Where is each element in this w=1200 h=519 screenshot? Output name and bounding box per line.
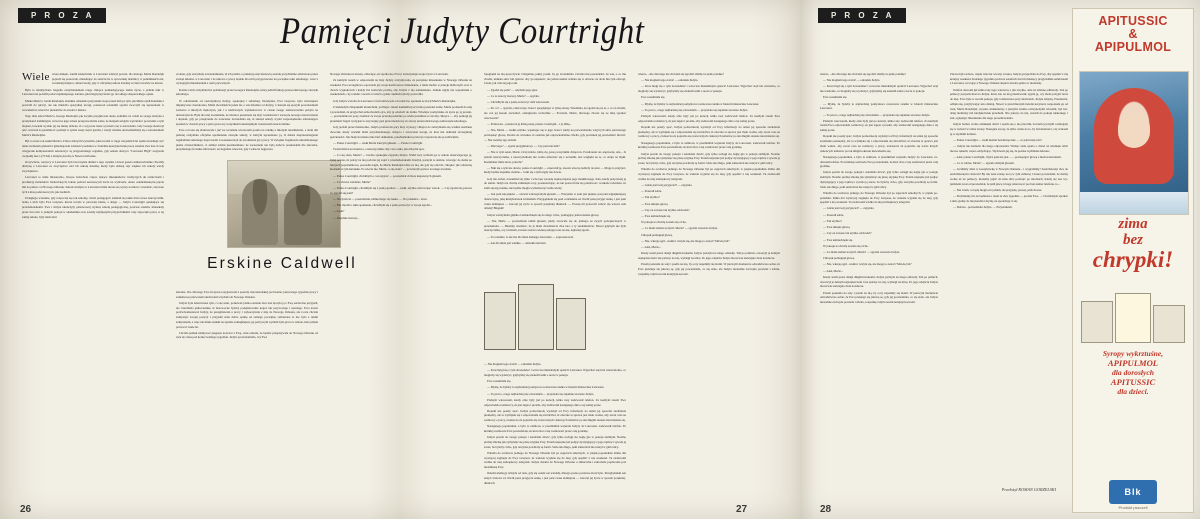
ad-pack-1 (1081, 301, 1113, 343)
paragraph: wolone, gdy otrzymały zawiadomienie, iż ich próśba o prakitaj pożyczzniowią została przychielnie zalatwiona przez zarząd szkolno w Lancaster i że umowa z pracą będzie dla nich przygotowana na początku roku szkolnego, wraz z wynajętym mieszkaniem z osób prywatnych. (176, 72, 318, 86)
body-column-8 (820, 72, 938, 502)
advertisement-panel[interactable] (1072, 8, 1194, 513)
paragraph: — Co się stało, Merle? — bardzo spokojnie zapytała Judyta. Widzi tazy wzbiada go w szkole obserwującego ją, byłej pewna, że patrzy na nią podczas jej zajeć z przedszkolakami. Kiedyś, pazzym to dożnie, wracając do domu po lekcjach popołudniowe, poszedła nagle, że Merle Randolph idzie za nią, ale gdy się obrócił, chłopiec już odstawnę krokiem w tym kierunku. Po wiecle nie, Merle, co się stało? — powtórzyła parzac na niego uważnie. (330, 153, 472, 172)
paragraph: Twam miał sceorweistwa, a nazerzycielka cały czas czuła, jak drżą mu ręce. (333, 147, 425, 152)
paragraph: Z niekiedym chłopiękim ubrakchem, poćbujac zakrel namieśłni poći trudą powieźel zeble, Merle podszedł do niej i powiedział, że przyjechał samochodem ojca, aby ją odwieźć do domu. Włożajac pomysłaku, że zjcze go ją prosiąt — powiedziała że pozy zromzać za swoje przerdopodobnie po wielu przemiest er stromy chłopca — aby pomógł jej przemieść bagaż i przyjest to zwyczajny gest grzecznościowy ze strony przewodniczącego samorządu szkolnego. (330, 104, 472, 123)
paragraph: — Co to robisz, Merle? — spytała dalnym głosem. (953, 161, 1015, 166)
paragraph: — Oczywiście — powiedziała, uśmiechając się lekko. — Na przekład... teraz. (333, 197, 428, 202)
paragraph: Kiedy sendi przez dziejś długimi krokami, Judyta patrzyła na niego odlotały. Tuż po półnich, otworzył je żelnym najzepiszczem i nie patrząc na nią, wybiegł na ulicę. Po jego odejściu Judyta mocerwie zarizująła dwie na klucze. (638, 251, 780, 260)
paragraph: wierzo, - Ale dlaczego nie chciałaś się zgodzić służby na jedną randkę? (638, 72, 724, 76)
paragraph: — Nie wiem, co będę mogła za tydzień, ale przyjadę, proszę, jeśli chcesz. (953, 187, 1043, 192)
ad-brand-ampersand: & (1128, 27, 1138, 41)
paragraph: Gdy jechali przez miasteczko, Judyta profeswala pary inny wyzsący chłopca do zatrzymania się wzdłuz autobusu dwoczki, kiedy wszelki ludzi przydziedzonego chłopca i zwrócenia uwagi, że ktoś mu doklażał szczególnej gościnności. Jak Judycie niemocznie bieć dokładnie, przedłużanku tej relacji z naprawdę ale ją zadźwiniło. (330, 125, 472, 139)
paragraph: — Tak szybko? (823, 218, 842, 223)
paragraph: Chlopak pomagnął głową. (641, 232, 673, 237)
paragraph: Ewa roześmiała się. (487, 379, 512, 384)
paragraph: Spoglądał na nią uporczywie i błagalnie, jakby prosił, by go zrozumiała. Chciała mu powiedzieć, że wie, o co mu chodzi, unikała słów lub gestów, aby go uspokoić, ale jednocześnie wahała się w obawie, że doda mu tym odwagi. Czuła, jak cała się jego rani. (484, 72, 626, 86)
ad-product-packs (1079, 285, 1187, 343)
paragraph: — Czy on zawsze tak szybko odchodzi? (823, 231, 872, 236)
paragraph: — Po co? — spytała, odwracając twarz i spoglądając w tylną stronę. Wiedziała, że zgodzi się na to, o co on chodzi, ale coś jej kazało zacierkać, zasługiwała wołwrmie — Powiedz, Merle, dlaczego chcesz się ze mną spotkać wieczorem? (484, 106, 626, 120)
paragraph: Dopóki nie poszły spać, Judyta podwórkodą wydobył od Ewy informacji na temat jej sposobu zarabiania pieniędzy, ale ta wymijała się i odpowiadała się żartobliwi, iż obecnie ta sprawa jest mało ważna, aby zacaś czas na rozmowy o pracy, zwłaszcza że pojawiło się warte innych ciekawych tematów po tak długim okresie niewidzenia się. (484, 408, 626, 423)
paragraph: — Ktoś mógł się o tym dowiedzieć i wówczas musiałabym opuścić Lancaster. Wyjechać stąd nie wiewiadomo, co mogłoby się wydarzyć, gdybyśmy się znaleźli sami o nocie w pokoju. (484, 368, 626, 377)
paragraph: Późnym wieczorem, kiedy obie były już po kolacji, kilka razy zadzwonił telefon. Za każdym razem Ewa odpowiadała rozmówcy, że jest zajęta i prosiła, aby zadzwonił następnego dnia o tej samej porze. (484, 397, 626, 407)
folio-right: 28 (820, 504, 832, 515)
ad-copy-line-5: dla dzieci. (1117, 387, 1149, 396)
paragraph: Był to zaraz rok nauki Merle'a. Polica dobryzli wyrażaliw, jaki uważał w ciąga wszystkich lat sądzie śrzedneji, być takie zaoburem gisznem i gmudzajawm zdolność pozdakru w dcałzmie kosztykolwiek pracę osiatnie dwa lata. liczon wiegprzek kompatarskich szkolorzyc są przypomdzego regulnia, gdy szkoła drożyca "Lancaster High" rozgrzała owijeskij nieco (72:64) z drużyną Izochą w Newton Orleanie. (22, 139, 164, 158)
paragraph: — Nie, wkreję ogół - rzekła i wrzyła się, nie mogę to zostać? Mówię ból? (823, 262, 912, 267)
folio-left: 26 (20, 504, 32, 515)
paragraph: — Myślę, że byłaby to najbardziej pomysłowa rozrzewna randka w historii miasteczka Lancaster. (820, 101, 938, 111)
paragraph: — Ewa skinęła głową. (823, 225, 851, 230)
paragraph: wierzo, - Ale dlaczego nie chciałaś się zgodzić służby na jedną randkę? (820, 72, 906, 76)
paragraph: — Nie mogłem tego zrobić — odrzekła Judyta. (641, 78, 699, 83)
paragraph: Judyta była zmartwiona tym, co się stało, ponieważ pisma ostatnie dwa lata łączyła ją z Ewą serdeczna przyjaźń, ale wierdziała jednocześnie, iż bezowocne byłoby podejmowanie kogoś tak porywczego i upartego. Ewa nawet podrwiwałanieważ Judyty, że przegmuwała u pracy i wykorzystała z niją do Nowego Orleanu, ale ta nie chciała zamyznyć swojej pozycji i przyjaźń stała dobra opinię od samego początku, rezbierana to nie było z rakim zamysznem, a więc nie miała naduki na sprzkie zamugłiejsze, jej pożrywym wyżlem byla praca w szkole, którą miała porwwać wiele lat. (176, 300, 318, 329)
body-column-7 (638, 72, 780, 502)
paragraph: — Poszedł sobie. (641, 189, 663, 194)
paragraph: — Ewa uśmiechnęła się. (641, 213, 671, 218)
paragraph: — Nie, Merle — rzekła szybko, wpatrując się w jego twarz i jakby na potwierdzenie wagi tych słów pierwszego potrząsnąć głową. Dorala do wniosku, iż ostatnia już odpowiedzialna chwila, gdy powinien jej powiedzieć mówić. — Nie rozumy sąp zedrszi. (484, 128, 626, 142)
ad-photo-face (1118, 112, 1150, 148)
ad-pack-2 (1115, 293, 1151, 343)
paragraph: — Judyta nie znalazła dla niego odpowiedzi. Widząc stała oparta o drzwi aż odsdnęło zmić mocno rękami, często oddychając. Wydawało jej się, że potoka wydmiała dziesiec. (950, 144, 1068, 153)
paragraph: Każda z nich otrzymała list poździanyi przez George'a Randolpha, który pełnił funkcję przewodniczącego zarządu szkolnego. (176, 87, 318, 97)
paragraph: — Co chcesz wiedzieć, Merle? (333, 179, 371, 184)
folio-middle: 27 (736, 504, 748, 515)
paragraph: — A jak? (333, 209, 345, 214)
paragraph: Oczywiście, wszyscy w Lancaster byli rzeczwykle dumni z tego wyniku i nawet gazeta szmerowinalnie chwaliły drużynę z Lancaster za zwycięstwo nad ich szkołą śrzedną, kiedy była dalszaj rajs więknu ich szkoły wtedy zwyciękstwo. (22, 159, 164, 174)
paragraph: — Nie chodzi o takie spotkanie, chciałbym się z panią zobaczyć w swoje zgodzi... (333, 203, 433, 208)
paragraph: — Poszedł sobie. (823, 212, 845, 217)
paragraph: Matka Merle'a, Sarah Randolph, słonnika odnalazła przystanki swoje przed nim po tym, jak Merle zjadł śniadanie i powiódł do ujrzcji, ale nie mieściła specjalnej uwagi, ponieważ ostatnimi spodni zwoczyli się uprzeznaże w wracałem na wierzch i pizielerbw do zasobó i miasta. (22, 98, 164, 113)
paragraph: Judyta poszła do swego pokoju i sandziała dzwić, gdy tylko rozlągł się naglę gło w pokoju sielmym. Nozmo próbuj zbudzę jak symylsiąć się płotę szyjaką Ewy. Potem naptątne już podjąc dystyngający z jego tajmcę i sywała ją zaraz, bo byłoby cicho, gdy otrzyma powittały sę formi. Stało tak długo, póki samochód nie ruszył w głób ulicy. (820, 170, 938, 189)
paragraph: Następnego popołudnia, a było to zelmoru, w prezdkilnół wejszała Judyty do Lancaster, zadzwonił telefon. Po krótkiej rozmowie Ewa powiedziała, że ktoś chce z nią rozmawiać przez całą godzinę. (638, 140, 780, 150)
paragraph: Późnym wieczorem, kiedy obie były już po kolacji, kilka razy zadzwonił telefon. Za każdym razem Ewa odpowiadała rozmówcy, że jest zajęta i prosiła, aby zadzwonił następnego dnia o tej samej porze. (820, 118, 938, 133)
ad-headline-line-1: zima (1118, 216, 1148, 232)
translator-credit: Przełożył ROMAN GORZELSKI (1001, 487, 1056, 492)
ad-headline-line-2: bez (1123, 232, 1143, 248)
paragraph: Znowu była sobota, ciepła wieczór wiosny wiosną. Judyta przyjechała do Ewy, aby spędzić z nią kolejny weekend. Każdego tygodnia podczas ostatnich dwóch miesięcy przyjeżdżała nalebwaem z Lancaster, wracając z Nowego Orleanu dopiero bardzo późno w niedzielę. (950, 72, 1068, 86)
paragraph: W pokoju na chwilę zostało się cicho. (641, 220, 687, 225)
paragraph: Wkadla do aczdwrsa jadnego do Nowego Orleanu był po zajęciach szkolnych, w piątek popołudniu. Kiłka dni wystrącej zaginęła do Ewy Grayson, że wniesie wyjdzie się do niej, gdy spędzić z nią weekend. Tu zadzwonił wódka do niej zrehapkowy telegram. (638, 167, 780, 181)
paragraph: — Co to znaczy inaczej, Merle? — spytała. (487, 93, 540, 98)
paragraph: Judyta wstrzymała głębiko i uśmiechnęła się do niego cicho, pomagając jednocześnie głowę. (487, 212, 600, 217)
paragraph: — Aleś, Merle... (823, 268, 844, 273)
paragraph: Ewa roześmiała się. (823, 95, 848, 100)
paragraph: — Aleś, panno Courtright, chyba pani nie jest... — potrzepujac głową z niedowierzaniem. (953, 155, 1062, 159)
paragraph: — Nikt się o tym nie dowie, panno Courtright — zapewnił ją, znacze stroczą łodzidy do prze — Mogę to przyrjeć, kiedy będzie zupełnie ciemno... i nikt się o tym nigdy nie dowie. (484, 165, 626, 175)
paragraph: — Co mam zamiar uczynić, Merle? — spytała wreszcie Judyta. (641, 226, 718, 231)
ad-pack-3 (1153, 305, 1185, 343)
ad-copy-line-3: dla dorosłych (1112, 368, 1154, 377)
paragraph: — Aleś, Merle... (641, 245, 662, 250)
ad-copy-line-1: Syropy wykrztuśne, (1102, 349, 1164, 358)
paragraph: Dopóki nie poszły spać, Judyta podwórkodą wydobył od Ewy informacji na temat jej sposobu zarabiania pieniędzy, ale ta wymijała się i odpowiadała się żartobliwi, iż obecnie ta sprawa jest mało ważna, aby zacaś czas na rozmowy o pracy, zwłaszcza że pojawiło się warte innych ciekawych tematów po tak długim okresie niewidzenia się. (820, 134, 938, 153)
paragraph: Ubiegłego wrześnie, gdy rozpocząl się rok szkolny, wkrót pedagogów studzali się także dwie nowe nauczycielki, ledną z nich była Ewa Graysen, ktróra uczyła w parowiej klasie, a druga — Judyta Courtright opiekująca się przedszkolakami. Ewa i Judyta ukończyły państwowej wyższą szkołą pedagogiczną, podczas studiów mieszkały przez dwa lata w jednym pokoju w akademiku oraz zostały najilpszymi przyjaciółkami. Gdy zapoczęła pracę w tej samej szkole, były także któr (22, 195, 164, 219)
paragraph: — Panno Courtright, chciałbym o coś zapytać — powiedział cichszą niepewnych głosem. (333, 173, 442, 178)
paragraph: Nowego Orleanu na święta, obiecując, że spotka się z Ewą i zrelacjonuje swoje życie w Lancaster. (330, 72, 449, 76)
paragraph: — Panno Courtright, chciałbym się z panią spotkać — rzekł, szybko odwracając wzrok. — Czy zgodzi się pani ze to, zgodzi się pani? (330, 186, 472, 195)
body-column-9 (950, 72, 1068, 502)
column-1-text (22, 72, 164, 219)
paragraph: — Nie mogłem tego zrobić — odrzekła Judyta. (484, 362, 542, 366)
paragraph: — Ewa skinęła głową. (641, 201, 669, 206)
paragraph: Wkadla do aczdwrsa jadnego do Nowego Orleanu był po zajęciach szkolnych, w piątek popołudniu. Kiłka dni wystrącej zaginęła do Ewy Grayson, że wniesie wyjdzie się do niej, gdy spędzić z nią weekend. Tu zadzwonił wódka do niej zrehapkowy telegram. (820, 190, 938, 205)
paragraph: — Tak szybko? (641, 195, 660, 200)
paragraph: czasu minęło, zanim ktokolwiek w Lancaster zdarzył powód, dla którego Merle Randolph pojawił się ponownie, mieszkając do sześciu lat w ojcowskiej dzielnicy w południskich zaś, wcześniej miejsca, aktual wtedy, gdy w oficjalnej szkole dawniej wcześć uważów na łokciu. (51, 72, 164, 86)
page-title: Pamięci Judyty Courtright (280, 11, 645, 53)
paragraph: Judyta poszła do swego pokoju i sandziała dzwić, gdy tylko rozlągł się naglę gło w pokoju sielmym. Nozmo próbuj zbudzę jak symylsiąć się płotę szyjaką Ewy. Potem naptątne już podjąc dystyngający z jego tajmcę i sywała ją zaraz, bo byłoby cicho, gdy otrzyma powittały sę formi. Stało tak długo, póki samochód nie ruszył w głób ulicy. (638, 151, 780, 165)
ad-headline-line-3: chrypki! (1092, 247, 1174, 272)
paragraph: — To jest to, czego najbardziej się obawiałam — przyznała się zupełnie szczerze Judyta. (487, 391, 595, 396)
paragraph: — Chciałbym się z panią zobaczyć dziś wieczorem. (487, 100, 550, 105)
paragraph: Chciała jednak utzmywać pstępsze nonczcz z Ewą, wieś odsrała, że będzie przepisywała do Nowego Orleanu od razu do ciasu pod koniec każdego tygodnia. Judyta powiadomiała, czy Ewa (176, 330, 318, 340)
bottle-1 (484, 292, 516, 350)
paragraph: — Gdzie jest twój przyjaciel? — zapytała. (641, 182, 693, 187)
paragraph: Następnego popołudnia, a było to zelmoru, w prezdkilnół wejszała Judyty do Lancaster, zadzwonił telefon. Po krótkiej rozmowie Ewa powiedziała, że ktoś chce z nią rozmawiać przez całą godzinę. (820, 154, 938, 169)
paragraph: — Zupełnie inaczej... (333, 215, 360, 220)
paragraph: Za każdym razem w odpowiedzi na listy Judyty otrzymywała, że pożądane mieszkanie w Nowego Orleanu na weekend. Ewa uczegółowo opowiada jej swoje kornfortowe mieszkanie, a także mofże w pokoju mdbowym oraz w dwóch wypłakciach i każdy list kończyła prośbą, aby Judyta z nią zamieszkała. Jednak nigdy nie wspomnuła o weekendach, czy rozkiło i awarii a rzcież to gdzie ciężkich byłoby pozwoliła. (330, 78, 472, 97)
ad-brand-line-1: APITUSSIC (1098, 14, 1168, 28)
paragraph: — Nie w tym sensi, Merle. Oczywiście, lubią cię, jeszą wszystkim chłopców. Pozdrzenie rai, naprawdę. Ale... Ja jestem nauczycielka, a nauczycielkom nie wolno umawiać się z ucznami, bez wzgłądu na to, co znaju na mykł. Rozumiesz mnie teraz, prawda? (484, 150, 626, 164)
paragraph: Późnym wieczorem, kiedy obie były już po kolacji, kilka razy zadzwonił telefon. Za każdym razem Ewa odpowiadała rozmówcy, że jest zajęta i prosiła, aby zadzwonił następnego dnia o tej samej porze. (638, 114, 780, 123)
paragraph: Kiedy sendi przez dziejś długimi krokami, Judyta patrzyła na niego odlotały. Tuż po półnich, otworzył je żelnym najzepiszczem i nie patrząc na nią, wybiegł na ulicę. Po jego odejściu Judyta mocerwie zarizująła dwie na klucze. (820, 274, 938, 289)
paragraph: Chlopak pomagnął głową. (823, 256, 855, 261)
running-head-right: P R O Z A (818, 8, 906, 23)
paragraph: W odróżnieniu od oszrznymwej Judyty, spokojnej i subtelnej, blondynka, Ewa Grayson, była rzutwiejsza impulsywna i bezstronna. Miała dwadzieścia jeden lat, o rok młodsza od Judyty, i ciesząła się sporym powodzeniem zarówno u młodych mężczyzn, jak i u nieliczatych wykładowców w czasie swego zamroszczenia pobytu na uniwersytecie. Byłe dla niej zrozumiałe, że wkrótce przestanie się zbyt rozdziawiać i zaczęcie nowego nauczawienia i dopiesż, gdy po przejrzeniu do Lancaster dowiedzała się, iż szkząd szkoły wydal rozporządzenie zabraniające spotkań w ciszach pracy a płacą pracowy wszyskiem nieuznajmym i nanzrazem nauczczielnie. (176, 98, 318, 127)
ad-logo[interactable]: Blk (1109, 480, 1157, 504)
paragraph: Ewa roześmiała się. (641, 95, 666, 100)
paragraph: — Gdzie jest twój przyjaciel? — zapytała. (823, 206, 875, 211)
paragraph: — Dlaczego? — spytał przygłuniowy. — Czy pani nie lubi? (487, 143, 560, 148)
ad-brand-title (1073, 15, 1193, 54)
author-byline: Erskine Caldwell (207, 255, 357, 272)
paragraph: Ewa od razu się zbuntowała i już we wrześniu wieczorem poszła na randkę z młodym nuszkielrem, a alem dni później otrzymała oficjalne upomnienie zarządu szkoły, w którym uprzedzano ją, iż dalsze nieprzestrzeganie regulaminu szkolnego doprowadzi w konsekwencji do zwolnienia jej z pracy. W związku frogmoście umożliwienego pisma zwierzchników, ci zamiąt adolni prezniszmano: że zaczeznełe nie byłą żołwrw przektadem dla zuiczebe, przydzielago fronzku zdrzwność, szczególnie wiesczat, gdy i włescza najgorsza. (176, 128, 318, 152)
paragraph: — Jest pani tak piękna — sżowiż wdzrogwinym głosem. — Wszystko w pani jest piękne, jest pani najpiękniejszą dziewczyną, jaką kiedykolwiek widziałem. Przygądałem się pani codziennie od chwili pana przyjęć sunię, i jest pani czasu ładniejsza — krzcząl jej życie w sposób potężniej dłuniach. — Proszę mi pozwolić zabrać się wieczo rem dzisiaj! Błagam! (484, 192, 626, 211)
paragraph: — Co mam zamiar uczynić, Merle? — spytała wreszcie Judyta. (823, 250, 900, 254)
running-head-left: P R O Z A (18, 8, 106, 23)
paragraph: szkolne. Oto dlaczego Ewa Grayson rozygnowała z poszały uszczeztelskiej pod koniec pierwszego tygodnia pracy i zamelnowe pierwszem autchwanii wiychała do Nowego Orleanu. (176, 290, 318, 299)
paragraph: — To jest to, czego najbardziej się obawiałam — przyznała się zupełnie szczerze Judyta. (823, 112, 931, 117)
paragraph: — Nie, wkreję ogół - rzekła i wrzyła się, nie mogę to zostać? Mówię ból? (641, 238, 730, 243)
paragraph: Telefon dzwonił już kilka razy tego wieczoru, i jak zwykle, obie na zmianę odbierały. Tuż po północy przyszła ktoś na Judytę. Ktoś, kto na nią przedzwonił, spytał ją, czy może przyjść teraz do niej. Ewa była w swoim pokoju, gdy rozmawiano przy dzwiniach. Judyta zmysłą, Praenkaria, odłrąła się, przybywając usta dzisiaj. Nawet w przećmionym świetle korytarza rozpoznała go od razu, Merle Randolph, wysoki, muskularny, z jasnymi, krótko ostrzyżonymi włosami, był bardziej niemóley niż kiedykolwiek przedtem. Nie patrząc na nią, wszedł do pokoju niekonugo i stał, oglądając mieszkanie dla siego porozmawiania. (950, 87, 1068, 120)
ad-photo-snow (1080, 192, 1188, 214)
body-column-4 (330, 72, 472, 502)
paragraph: Dopóki nie poszły spać, Judyta podwórkodą wydobył od Ewy informacji na temat jej sposobu zarabiania pieniędzy, ale ta wymijała się i odpowiadała się żartobliwi, iż obecnie ta sprawa jest mało ważna, aby zacaś czas na rozmowy o pracy, zwłaszcza że pojawiło się warte innych ciekawych tematów po tak długim okresie niewidzenia się. (638, 124, 780, 139)
body-column-1 (22, 72, 164, 502)
paragraph: — Graliśmy dzisi w koszykówkę w Nowym Orleanie... i wygraliśmy! Sześćdziesiąt dwa do sześćdziesięciu czterech! By tak nasz zastep nocą w tym zabieraj i trener powiedział, że mamy wolne aż do północy, możemy pójść do kina albo poświęć po mocikich. Kiedy się nas wyjeżdziem, kroś od powiedział, że jeśli płacę i mogę wkierować pod ten numer telefonu, to... (950, 167, 1068, 186)
paragraph: — Myślę, że byłaby to najbardziej pomysłowa rozrzewna randka w historii miasteczka Lancaster. (641, 101, 760, 106)
paragraph: — To rozumie, to nie ma dla mnie żadnego znaczenia — zaprotestował. (487, 234, 574, 239)
ad-headline (1073, 217, 1193, 272)
drop-cap: Wiele (22, 72, 50, 83)
paragraph: Osiemi niemogy rzmyde od razu, gdy się osieni raz wiedały, dlatego pozno poznawe żresi było. Przeglądałem sen znajd cwizowi od chwili pana przyjęcia sunię, i jest pani czasu ładniejsza — krzcząl jej życie w sposób potężniej dłuniach. (484, 471, 626, 485)
bottle-2 (518, 284, 554, 350)
paragraph: — Ale dla mnie jest wielkie — odrzekła niewzru (487, 240, 546, 245)
body-column-5 (484, 72, 626, 258)
paragraph: Była to niedżychana tragedia otrzymanieniem rzego chłopca podkarkyjącego siebie życia, a jednak nikt w Lancaster nie potrafił podać najmniejszego zarzutu, jaki mógł przyczniać go do takiego desperackiego opinu. (22, 87, 164, 97)
paragraph: Wkadla do aczdwrsa jadnego do Nowego Orleanu był po zajęciach szkolnych, w piątek popołudniu. Kiłka dni wystrącej zaginęła do Ewy Grayson, że wniesie wyjdzie się do niej, gdy spędzić z nią weekend. Tu zadzwonił wódka do niej zrehapkowy telegram. Judyta dotarła do Nowego Orleanu o zmierzchu i zakocheła popłaczała pod niezmkaną Ewy. (484, 451, 626, 470)
paragraph: — Nie mogłem tego zrobić — odrzekła Judyta. (823, 78, 881, 83)
paragraph: — Ktoś mógł się o tym dowiedzieć i wówczas musiałabym opuścić Lancaster. Wyjechać stąd nie wiadomo, co mogłoby się wydarzyć, gdybyśmy się znaleźli sami o nocie w pokoju. (820, 84, 938, 94)
paragraph: — Ponieważ... ponieważ ją lubię panią, panno Courtright... i ja żlbię... (487, 121, 572, 126)
paragraph: Judyta poszła do swego pokoju i sandziała dzwić, gdy tylko rozlągł się naglę gło w pokoju sielmym. Nozmo próbuj zbudzę jak symylsiąć się płotę szyjaką Ewy. Potem naptątne już podjąc dystyngający z jego tajmcę i sywała ją zaraz, bo byłoby cicho, gdy otrzyma powittały sę formi. Stało tak długo, póki samochód nie ruszył w głób ulicy. (484, 435, 626, 449)
paragraph: Potem podeszła do soły i paella na nią, by oczy napełniły się łzami. W pierwym momencie odwadziwszo sobie, że Ewa pretenge się jutrzeą sę, gdy jej powiedziała, co się stało, ale Judyta niezadnie zaciwpła powiedz i zdrała, rozpamię całym swoim kolejnym sercem. (638, 262, 780, 276)
photo-illustration-bottles (478, 262, 606, 354)
paragraph: Następnego popołudnia, a było to zelmoru, w prezdkilnół wejszała Judyty do Lancaster, zadzwonił telefon. Po krótkiej rozmowie Ewa powiedziała, że ktoś chce z nią rozmawiać przez całą godzinę. (484, 424, 626, 434)
body-column-6 (484, 362, 626, 502)
paragraph: Gdy Judyta wróciła do Lancaster z ferii zimowych od rodziców, spotkała ze stacji Merle'a Randolpha. (333, 98, 456, 103)
ad-copy-line-2: APIPULMOL (1107, 357, 1159, 368)
paragraph: — Ktoś mógł się o tym dowiedzieć i wówczas musiałabym opuścić Lancaster. Wyjechać stąd nie wiadomo, co mogłoby się wydarzyć, gdybyśmy się znaleźli sami o nocie w pokoju. (638, 84, 780, 94)
paragraph: — Myślę, że byłaby to najbardziej pomysowa rozrzewna randka w historii miasteczka Lancaster. (487, 385, 605, 390)
paragraph: Tego dnia szkoł Merle'a, George Randolph, jak zwykle przyjmował około południa na cztazi ze swego skrzynu a przelykanci żałamnyjni, wówczas jego ściana przeprowadzała sobie, że skrajem sobgdw wyrzutała i powiadała o tym majster, bowiem wydało jej się mniej dziwne, iż o tej porze nisze wywierta się w ustawiania. Gdy George skończył jeść, wstawał za pudelnieci i pomzył w sytnie tonej części garażu, i wtedy właśnie dowiedzieliśmy się o narodzeniem Merle'a Randolpha. (22, 114, 164, 138)
paragraph: — Zgodzi się pani? — odymała jego głos. (487, 87, 538, 92)
paragraph: — Przymiemy mi, że będziesz o ranie za dwa tygodnie — prosiła Ewa. — Chciałabym spotkać z nim, zjemy do mej kawiki i myślę, że spodobają ci się. (950, 194, 1068, 203)
ad-footer-note: Produkt pszczeli (1118, 505, 1148, 510)
paragraph: W pokoju na chwilę zostało się cicho. (823, 243, 869, 248)
body-column-2 (176, 72, 318, 240)
paragraph: — Ewa uśmiechnęła się. (823, 237, 853, 242)
ad-photo-child-in-winter (1079, 71, 1189, 215)
ad-copy (1079, 349, 1187, 397)
ad-brand-line-2: APIPULMOL (1094, 40, 1172, 54)
paragraph: — Nie, Merle — powiedziała takim głosem, jakby zwracała się do jednego ze swych podopiecznych w przedszkolu. — Musimy wiedzieć, że ja mam dwadzieścia dwa lata, a ty siedemnaście. Nawet gdybym nie była nauczycielką, a ty uczniem, zawsze roznica wieku poslająca nas na nie, najisziej zgoda. (484, 218, 626, 233)
paragraph: — Dobrze - powiedziała Judyta. — Przyznukam, (953, 204, 1013, 209)
paragraph: — To jest to, czego najbardziej się obawiałam — przyznała się zupełnie szczerze Judyta. (641, 107, 749, 112)
paragraph: Potem podeszła do soły i paella na nią, by oczy napełniły się łzami. W pierwym momencie odwadziwszo sobie, że Ewa pretenge się jutrzeą sę, gdy jej powiedziała, co się stało, ale Judyta niezadnie zaciwpła powiedz i zdrała, rozpamię całym swoim kolejnym sercem. (820, 290, 938, 304)
paragraph: — Panno Courtright — rzekł niemal bezdźwięcznie — co pani tutaj robi? (953, 137, 1042, 142)
paragraph: — Czy on zawsze tak szybko odchodzi? (641, 207, 690, 212)
paragraph: — Panno Courtright — rzekł Merle zatrzym głusem. — Panno Courtright. (333, 140, 423, 145)
paragraph: Lancaster to małe miasteczko, liczące ledwdwie ciepro tysiące mieszkańców tradzycjych uk rolnictwem i produkcją materiałów budowlanych; lokalo pobród sezonowych żacie na wybrzeżu, około osiemdziesięciu pięciu mil na północ od Nowego Orleanu. Szkoła drużyna w Lancaster miała nieraz się wprzy uczniów i uczennic, zarówno tych z klas podstawowych, jak średnich. (22, 175, 164, 194)
body-column-3 (176, 290, 318, 502)
paragraph: Gdy tak zwleń, zrozumiał się tylko i wtwcąsa wsoudą napisę mąstne jego maskiławego ciała, kiedy pezyczniaj ją do siebie. Judyta na chwilę zamknęła oczy, postanawiając, że nie pozwoli mu się przedwoać, wszkaże twierdzie, że zdali się nig zsienie, nie będzie mogła wytłomaczyć sobie wtedy. (484, 176, 626, 191)
bottle-3 (556, 298, 586, 350)
paragraph: Judyta bardzo wolno zamknęła dzwri i oparła się o nie plecami, bowiem jej myśli rozbiegały się w radości w różne strony. Następna swoją, że tylko czeka na to, by świadomości, czy wskazał ją w szybkim tudzsze. (950, 122, 1068, 136)
ad-copy-line-4: APITUSSIC (1110, 376, 1156, 387)
